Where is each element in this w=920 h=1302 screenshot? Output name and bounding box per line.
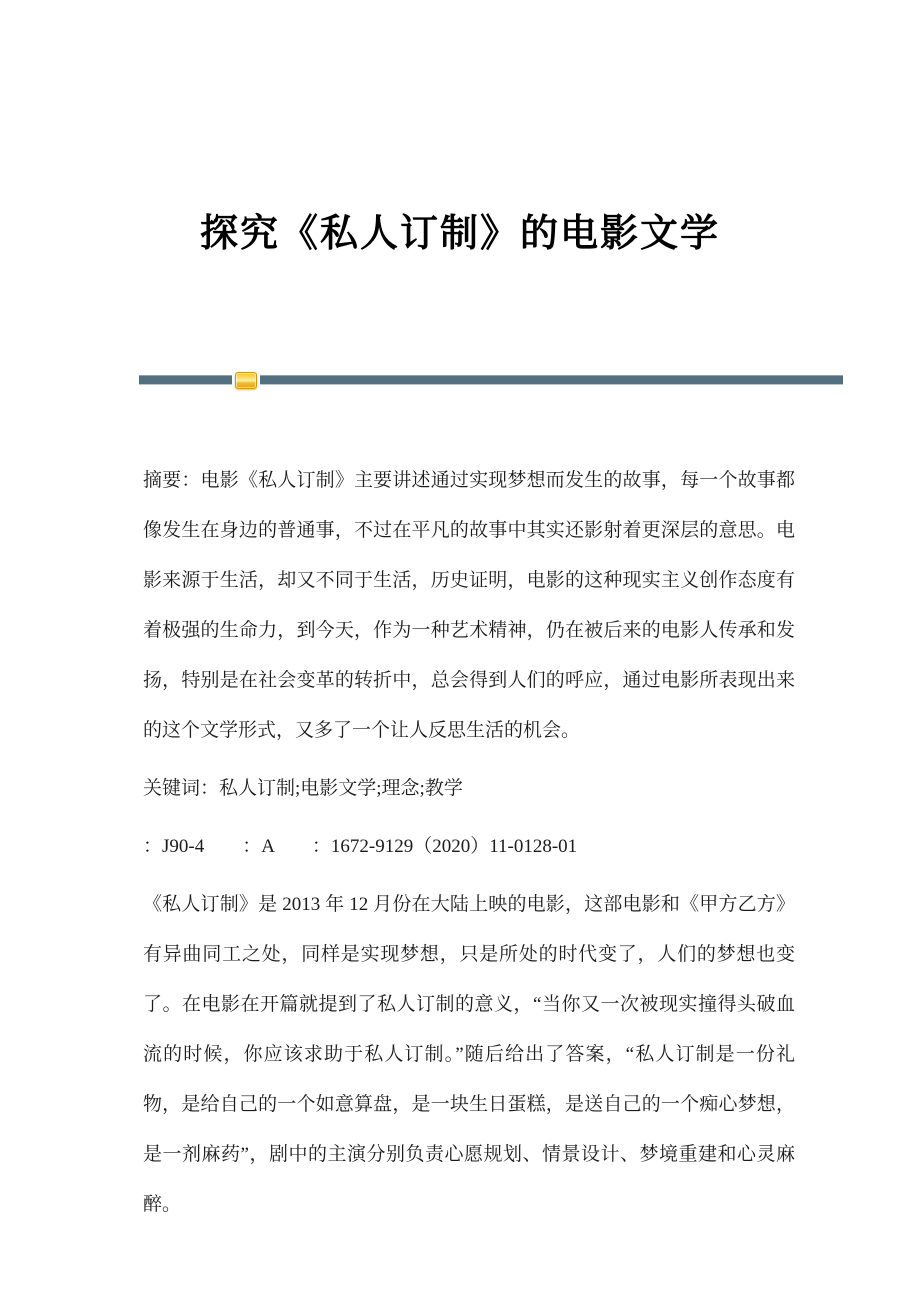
divider-bar-left [139, 375, 232, 385]
classification-line: ：J90-4 ：A ：1672-9129（2020）11-0128-01 [143, 836, 578, 857]
article-title: 探究《私人订制》的电影文学 [199, 213, 720, 255]
abstract-paragraph: 摘要：电影《私人订制》主要讲述通过实现梦想而发生的故事，每一个故事都像发生在身边的普通事，不过在平凡的故事中其实还影射着更深层的意思。电影来源于生活，却又不同于生活，历史证明，电影的这种现实主义创作态度有着极强的生命力，到今天，作为一种艺术精神，仍在被后来的电影人传承和发扬，特别是在社会变革的转折中，总会得到人们的呼应，通过电影所表现出来的这个文学形式，又多了一个让人反思生活的机会。 [143, 470, 795, 741]
keywords-line: 关键词：私人订制;电影文学;理念;教学 [143, 778, 463, 799]
body-paragraph: 《私人订制》是 2013 年 12 月份在大陆上映的电影，这部电影和《甲方乙方》有异曲同工之处，同样是实现梦想，只是所处的时代变了，人们的梦想也变了。在电影在开篇就提到了私人订制的意义，“当你又一次被现实撞得头破血流的时候，你应该求助于私人订制。”随后给出了答案，“私人订制是一份礼物，是给自己的一个如意算盘，是一块生日蛋糕，是送自己的一个痴心梦想，是一剂麻药”，剧中的主演分别负责心愿规划、情景设计、梦境重建和心灵麻醉。 [143, 894, 795, 1215]
article-body [143, 456, 795, 1230]
section-divider [139, 371, 843, 389]
divider-bar-right [260, 375, 843, 385]
gold-tag-icon [235, 372, 257, 389]
